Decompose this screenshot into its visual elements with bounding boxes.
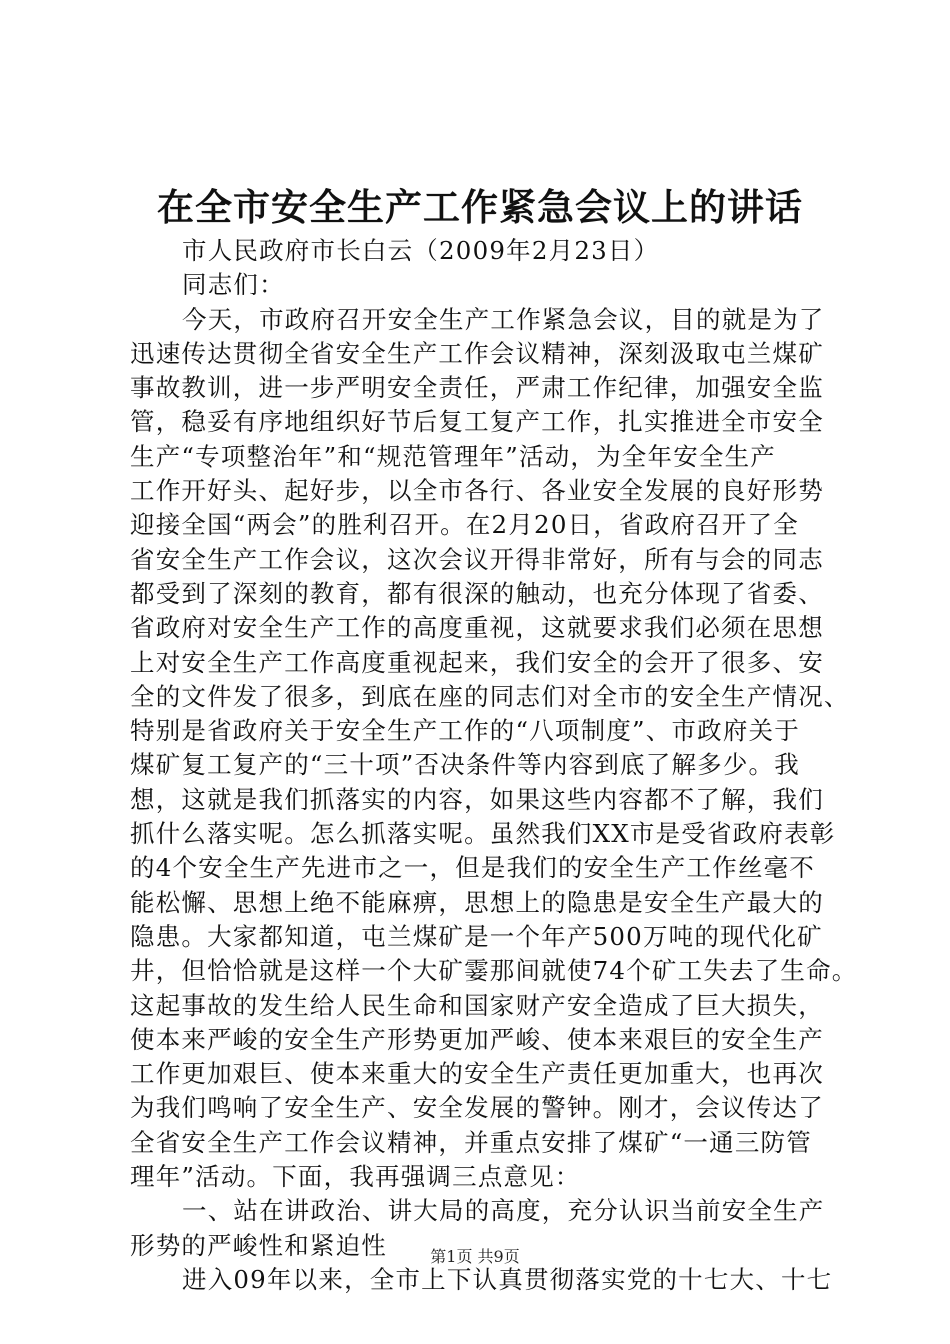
paragraph-line: 管，稳妥有序地组织好节后复工复产工作，扎实推进全市安全 <box>130 407 824 437</box>
paragraph-line: 工作更加艰巨、使本来重大的安全生产责任更加重大，也再次 <box>130 1059 824 1089</box>
paragraph-line: 进入09年以来，全市上下认真贯彻落实党的十七大、十七 <box>182 1264 833 1294</box>
paragraph-line: 全省安全生产工作会议精神，并重点安排了煤矿“一通三防管 <box>130 1127 812 1157</box>
paragraph-line: 隐患。大家都知道，屯兰煤矿是一个年产500万吨的现代化矿 <box>130 921 823 951</box>
paragraph-line: 特别是省政府关于安全生产工作的“八项制度”、市政府关于 <box>130 716 800 746</box>
salutation: 同志们： <box>182 270 285 300</box>
page-number: 第1页 共9页 <box>430 1247 520 1266</box>
paragraph-line: 理年”活动。下面，我再强调三点意见： <box>130 1162 581 1192</box>
document-title: 在全市安全生产工作紧急会议上的讲话 <box>157 185 803 229</box>
paragraph-line: 迎接全国“两会”的胜利召开。在2月20日，省政府召开了全 <box>130 510 799 540</box>
paragraph-line: 工作开好头、起好步，以全市各行、各业安全发展的良好形势 <box>130 476 824 506</box>
section-heading-line: 形势的严峻性和紧迫性 <box>130 1230 387 1260</box>
paragraph-line: 想，这就是我们抓落实的内容，如果这些内容都不了解，我们 <box>130 784 824 814</box>
paragraph-line: 全的文件发了很多，到底在座的同志们对全市的安全生产情况、 <box>130 681 850 711</box>
paragraph-line: 抓什么落实呢。怎么抓落实呢。虽然我们XX市是受省政府表彰 <box>130 819 836 849</box>
paragraph-line: 这起事故的发生给人民生命和国家财产安全造成了巨大损失， <box>130 990 824 1020</box>
paragraph-line: 都受到了深刻的教育，都有很深的触动，也充分体现了省委、 <box>130 578 824 608</box>
paragraph-line: 的4个安全生产先进市之一，但是我们的安全生产工作丝毫不 <box>130 853 815 883</box>
byline: 市人民政府市长白云（2009年2月23日） <box>182 236 660 265</box>
paragraph-line: 使本来严峻的安全生产形势更加严峻、使本来艰巨的安全生产 <box>130 1024 824 1054</box>
paragraph-line: 上对安全生产工作高度重视起来，我们安全的会开了很多、安 <box>130 647 824 677</box>
paragraph-line: 事故教训，进一步严明安全责任，严肃工作纪律，加强安全监 <box>130 373 824 403</box>
document-body <box>130 234 858 1297</box>
paragraph-1 <box>130 303 858 1195</box>
paragraph-line: 省安全生产工作会议，这次会议开得非常好，所有与会的同志 <box>130 544 824 574</box>
paragraph-2 <box>130 1263 845 1297</box>
paragraph-line: 煤矿复工复产的“三十项”否决条件等内容到底了解多少。我 <box>130 750 800 780</box>
paragraph-line: 迅速传达贯彻全省安全生产工作会议精神，深刻汲取屯兰煤矿 <box>130 338 824 368</box>
paragraph-line: 生产“专项整治年”和“规范管理年”活动，为全年安全生产 <box>130 441 776 471</box>
paragraph-line: 井，但恰恰就是这样一个大矿霎那间就使74个矿工失去了生命。 <box>130 956 858 986</box>
section-heading-line: 一、站在讲政治、讲大局的高度，充分认识当前安全生产 <box>182 1196 825 1226</box>
paragraph-line: 省政府对安全生产工作的高度重视，这就要求我们必须在思想 <box>130 613 824 643</box>
paragraph-line: 为我们鸣响了安全生产、安全发展的警钟。刚才，会议传达了 <box>130 1093 824 1123</box>
paragraph-line: 能松懈、思想上绝不能麻痹，思想上的隐患是安全生产最大的 <box>130 887 824 917</box>
page-footer <box>0 1246 950 1268</box>
paragraph-line: 今天，市政府召开安全生产工作紧急会议，目的就是为了 <box>182 304 825 334</box>
